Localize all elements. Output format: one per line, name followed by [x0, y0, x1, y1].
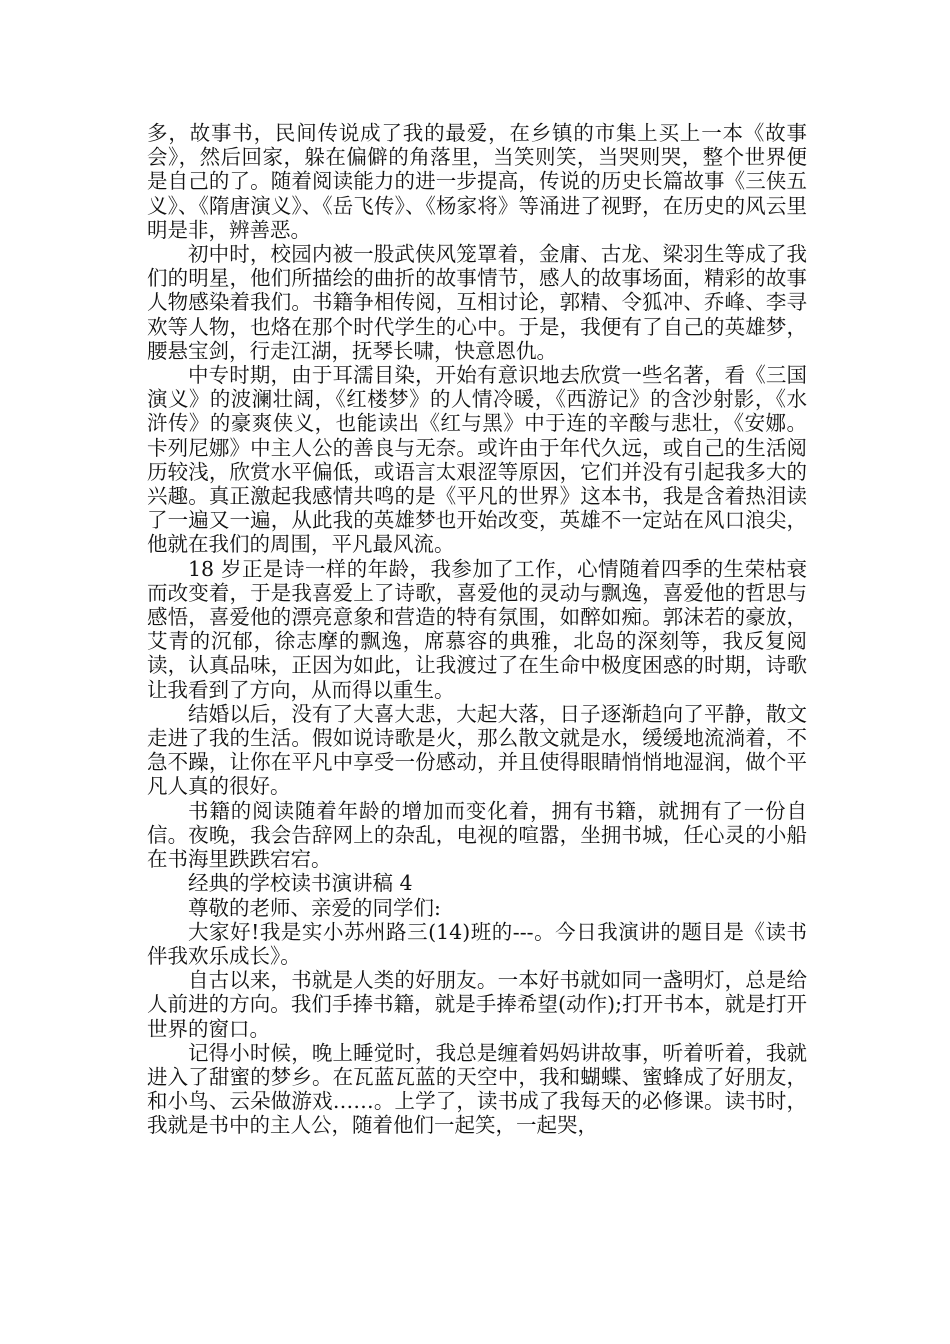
paragraph-10: 自古以来，书就是人类的好朋友。一本好书就如同一盏明灯，总是给人前进的方向。我们手捧书籍，就是手捧希望(动作);打开书本，就是打开世界的窗口。 — [147, 968, 807, 1041]
paragraph-11: 记得小时候，晚上睡觉时，我总是缠着妈妈讲故事，听着听着，我就进入了甜蜜的梦乡。在瓦蓝瓦蓝的天空中，我和蝴蝶、蜜蜂成了好朋友，和小鸟、云朵做游戏……。上学了，读书成了我每天的必修课。读书时，我就是书中的主人公，随着他们一起笑，一起哭， — [147, 1040, 807, 1138]
salutation: 尊敬的老师、亲爱的同学们: — [188, 895, 441, 920]
paragraph-2: 初中时，校园内被一股武侠风笼罩着，金庸、古龙、梁羽生等成了我们的明星，他们所描绘的曲折的故事情节，感人的故事场面，精彩的故事人物感染着我们。书籍争相传阅，互相讨论，郭精、令狐冲、乔峰、李寻欢等人物，也烙在那个时代学生的心中。于是，我便有了自己的英雄梦，腰悬宝剑，行走江湖，抚琴长啸，快意恩仇。 — [147, 242, 807, 363]
paragraph-9: 大家好!我是实小苏州路三(14)班的---。今日我演讲的题目是《读书伴我欢乐成长》。 — [147, 919, 807, 968]
section-heading: 经典的学校读书演讲稿 4 — [188, 871, 413, 896]
document-body — [147, 121, 807, 1138]
paragraph-4: 18 岁正是诗一样的年龄，我参加了工作，心情随着四季的生荣枯衰而改变着，于是我喜爱上了诗歌，喜爱他的灵动与飘逸，喜爱他的哲思与感悟，喜爱他的漂亮意象和营造的特有氛围，如醉如痴。郭沫若的豪放，艾青的沉郁，徐志摩的飘逸，席慕容的典雅，北岛的深刻等，我反复阅读，认真品味，正因为如此，让我渡过了在生命中极度困惑的时期，诗歌让我看到了方向，从而得以重生。 — [147, 556, 807, 702]
paragraph-6: 书籍的阅读随着年龄的增加而变化着，拥有书籍，就拥有了一份自信。夜晚，我会告辞网上的杂乱，电视的喧嚣，坐拥书城，任心灵的小船在书海里跌跌宕宕。 — [147, 798, 807, 872]
paragraph-1: 多，故事书，民间传说成了我的最爱，在乡镇的市集上买上一本《故事会》，然后回家，躲在偏僻的角落里，当笑则笑，当哭则哭，整个世界便是自己的了。随着阅读能力的进一步提高，传说的历史长篇故事《三侠五义》、《隋唐演义》、《岳飞传》、《杨家将》等涌进了视野，在历史的风云里明是非，辨善恶。 — [147, 121, 807, 242]
paragraph-5: 结婚以后，没有了大喜大悲，大起大落，日子逐渐趋向了平静，散文走进了我的生活。假如说诗歌是火，那么散文就是水，缓缓地流淌着，不急不躁，让你在平凡中享受一份感动，并且使得眼睛悄悄地湿润，做个平凡人真的很好。 — [147, 701, 807, 799]
paragraph-3: 中专时期，由于耳濡目染，开始有意识地去欣赏一些名著，看《三国演义》的波澜壮阔，《红楼梦》的人情冷暖，《西游记》的含沙射影，《水浒传》的豪爽侠义，也能读出《红与黑》中于连的辛酸与悲壮，《安娜。卡列尼娜》中主人公的善良与无奈。或许由于年代久远，或自己的生活阅历较浅，欣赏水平偏低，或语言太艰涩等原因，它们并没有引起我多大的兴趣。真正激起我感情共鸣的是《平凡的世界》这本书，我是含着热泪读了一遍又一遍，从此我的英雄梦也开始改变，英雄不一定站在风口浪尖，他就在我们的周围，平凡最风流。 — [147, 363, 807, 557]
